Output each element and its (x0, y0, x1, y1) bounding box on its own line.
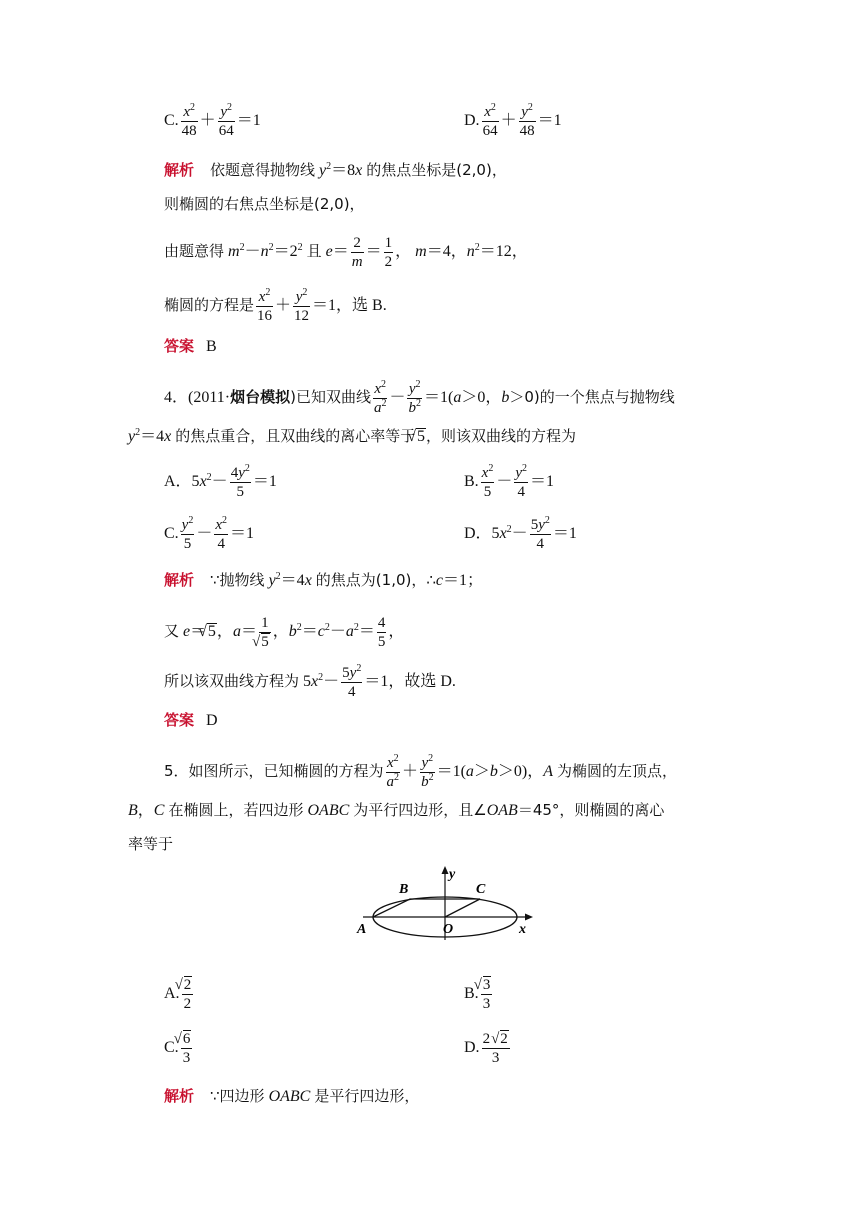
q3-answer: 答案 B (164, 337, 217, 355)
q4-analysis-line-2: 又 e＝√ 5，a＝ 1 √ 5 ，$b^2=c^2-a^2=$ $\frac{4}{5}$ ， (164, 614, 404, 651)
x-axis-arrow (525, 914, 533, 921)
q3-analysis-line-4: 椭圆的方程是 $\frac{x^2}{16}$ ＋ $\frac{y^2}{12}$ ＝1，选 B. (164, 287, 387, 324)
y-axis-arrow (442, 866, 449, 874)
q4-option-c: C. $\frac{y^2}{5}$ － $\frac{x^2}{4}$ ＝1 (164, 515, 255, 552)
q4-stem-line-2: $y^2=4x$ 的焦点重合，且双曲线的离心率等于√ 5，则该双曲线的方程为 (128, 426, 576, 447)
q5-option-c: C. √ $\frac{6}{3}$ (164, 1030, 194, 1067)
label-b: B (399, 882, 409, 897)
q5-option-d: D. $\frac{2√ 2}{3}$ (464, 1030, 512, 1067)
q4-analysis-line-3: 所以该双曲线方程为 $5x^2-$ $\frac{5y^2}{4}$ ＝1，故选 D. (164, 663, 456, 700)
q3-analysis-line-1: 解析 依题意得抛物线 $y^2=8x$ 的焦点坐标是(2,0)， (164, 161, 507, 179)
q5-stem-line-1: 5．如图所示，已知椭圆的方程为 $\frac{x^2}{a^2}$ ＋ $\frac{y^2}{b^2}$ ＝1(a＞b＞0)，A 为椭圆的左顶点， (164, 753, 678, 790)
option-c: C. $\frac{x^2}{48}$ ＋ $\frac{y^2}{64}$ ＝1 (164, 102, 261, 139)
q4-option-d: D．$5x^2-$ $\frac{5y^2}{4}$ ＝1 (464, 515, 577, 552)
label-o: O (443, 922, 454, 937)
q5-stem-line-3: 率等于 (128, 835, 174, 853)
label-c: C (476, 882, 486, 897)
option-d: D. $\frac{x^2}{64}$ ＋ $\frac{y^2}{48}$ ＝1 (464, 102, 562, 139)
q4-option-a: A．$5x^2-$ $\frac{4y^2}{5}$ ＝1 (164, 463, 277, 500)
q3-analysis-line-3: 由题意得 $m^2-n^2=2^2$ 且 e＝ $\frac{2}{m}$ ＝ $\frac{1}{2}$ ， m＝4，$n^2=12$， (164, 235, 528, 270)
q5-analysis-line-1: 解析 ∵四边形 OABC 是平行四边形， (164, 1087, 420, 1105)
q5-stem-line-2: B，C 在椭圆上，若四边形 OABC 为平行四边形，且∠OAB＝45°，则椭圆的离心 (128, 801, 665, 819)
q5-option-b: B. √ $\frac{3}{3}$ (464, 976, 494, 1013)
q4-option-b: B. $\frac{x^2}{5}$ － $\frac{y^2}{4}$ ＝1 (464, 463, 555, 500)
label-a: A (357, 922, 367, 937)
analysis-tag: 解析 (164, 161, 195, 179)
q3-analysis-line-2: 则椭圆的右焦点坐标是(2,0)， (164, 195, 365, 213)
q4-stem-line-1: 4．(2011·烟台模拟)已知双曲线 $\frac{x^2}{a^2}$ － $\frac{y^2}{b^2}$ ＝1(a＞0，b＞0)的一个焦点与抛物线 (164, 379, 675, 416)
q4-analysis-line-1: 解析 ∵抛物线 $y^2=4x$ 的焦点为(1,0)，∴c＝1； (164, 571, 484, 589)
label-x: x (519, 922, 526, 937)
ellipse-figure (355, 862, 545, 944)
parallelogram-oabc (373, 899, 480, 917)
label-y: y (449, 867, 456, 882)
q4-answer: 答案 D (164, 711, 218, 729)
q5-option-a: A. √ $\frac{2}{2}$ (164, 976, 195, 1013)
